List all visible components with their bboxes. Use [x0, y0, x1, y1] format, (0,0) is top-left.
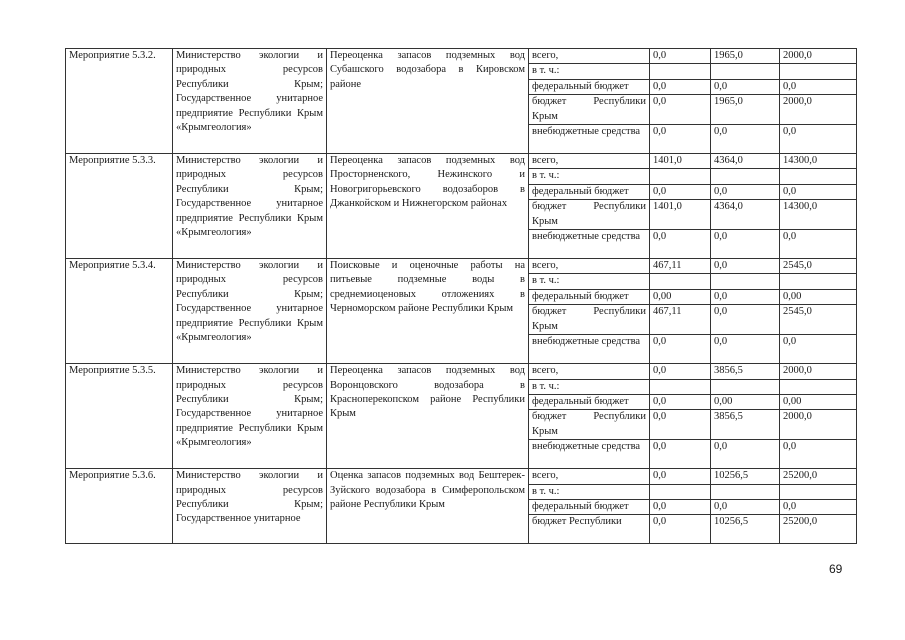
- measure-id-cell: Мероприятие 5.3.3.: [66, 154, 173, 259]
- amount-year-1: 0,0: [650, 230, 711, 259]
- measure-id-cell: Мероприятие 5.3.6.: [66, 469, 173, 544]
- amount-year-2: 0,0: [711, 230, 780, 259]
- funding-source-label: внебюджетные средства: [529, 440, 650, 469]
- page-number: 69: [829, 562, 843, 576]
- funding-source-label: внебюджетные средства: [529, 125, 650, 154]
- executor-cell: Министерство экологии и природных ресурсов Республики Крым; Государственное унитарное: [173, 469, 327, 544]
- amount-year-3: [780, 379, 857, 394]
- amount-year-1: 0,0: [650, 364, 711, 379]
- amount-year-1: 0,0: [650, 469, 711, 484]
- measure-id-cell: Мероприятие 5.3.4.: [66, 259, 173, 364]
- amount-year-2: 0,0: [711, 440, 780, 469]
- amount-year-2: 10256,5: [711, 515, 780, 544]
- funding-source-label: в т. ч.:: [529, 274, 650, 289]
- amount-year-1: 1401,0: [650, 200, 711, 230]
- amount-year-3: [780, 484, 857, 499]
- funding-source-label: в т. ч.:: [529, 64, 650, 79]
- description-cell: Переоценка запасов подземных вод Субашского водозабора в Кировском районе: [327, 49, 529, 154]
- amount-year-3: 0,0: [780, 499, 857, 514]
- amount-year-1: 0,00: [650, 289, 711, 304]
- funding-source-label: бюджет Республики Крым: [529, 410, 650, 440]
- funding-source-label: в т. ч.:: [529, 169, 650, 184]
- funding-source-label: всего,: [529, 364, 650, 379]
- amount-year-3: [780, 64, 857, 79]
- amount-year-2: 1965,0: [711, 95, 780, 125]
- funding-source-label: всего,: [529, 469, 650, 484]
- executor-cell: Министерство экологии и природных ресурсов Республики Крым; Государственное унитарное предприятие Республики Крым «Крымгеология»: [173, 49, 327, 154]
- amount-year-3: 2000,0: [780, 410, 857, 440]
- amount-year-1: 0,0: [650, 184, 711, 199]
- amount-year-2: 10256,5: [711, 469, 780, 484]
- amount-year-2: [711, 64, 780, 79]
- amount-year-1: [650, 484, 711, 499]
- amount-year-1: [650, 64, 711, 79]
- amount-year-1: 0,0: [650, 515, 711, 544]
- amount-year-2: 3856,5: [711, 364, 780, 379]
- program-table-body: [66, 49, 857, 544]
- amount-year-2: [711, 379, 780, 394]
- amount-year-2: [711, 169, 780, 184]
- amount-year-2: 0,0: [711, 79, 780, 94]
- executor-cell: Министерство экологии и природных ресурсов Республики Крым; Государственное унитарное предприятие Республики Крым «Крымгеология»: [173, 364, 327, 469]
- amount-year-3: 0,0: [780, 440, 857, 469]
- table-row: [66, 364, 857, 379]
- amount-year-1: 0,0: [650, 499, 711, 514]
- amount-year-2: [711, 484, 780, 499]
- amount-year-1: [650, 379, 711, 394]
- funding-source-label: в т. ч.:: [529, 484, 650, 499]
- amount-year-2: 0,0: [711, 335, 780, 364]
- amount-year-3: 2545,0: [780, 259, 857, 274]
- amount-year-1: 467,11: [650, 305, 711, 335]
- funding-source-label: бюджет Республики Крым: [529, 95, 650, 125]
- amount-year-1: [650, 274, 711, 289]
- amount-year-3: 25200,0: [780, 469, 857, 484]
- amount-year-1: 1401,0: [650, 154, 711, 169]
- amount-year-3: 14300,0: [780, 154, 857, 169]
- table-row: [66, 154, 857, 169]
- funding-source-label: внебюджетные средства: [529, 230, 650, 259]
- table-row: [66, 49, 857, 64]
- amount-year-3: 0,00: [780, 394, 857, 409]
- amount-year-1: 0,0: [650, 49, 711, 64]
- amount-year-3: [780, 274, 857, 289]
- amount-year-1: 0,0: [650, 394, 711, 409]
- funding-source-label: всего,: [529, 259, 650, 274]
- measure-id-cell: Мероприятие 5.3.2.: [66, 49, 173, 154]
- funding-source-label: бюджет Республики Крым: [529, 305, 650, 335]
- amount-year-2: [711, 274, 780, 289]
- amount-year-1: 0,0: [650, 79, 711, 94]
- amount-year-1: 0,0: [650, 410, 711, 440]
- amount-year-1: [650, 169, 711, 184]
- description-cell: Оценка запасов подземных вод Бештерек-Зуйского водозабора в Симферопольском районе Республики Крым: [327, 469, 529, 544]
- amount-year-1: 0,0: [650, 440, 711, 469]
- amount-year-3: 0,0: [780, 79, 857, 94]
- funding-source-label: федеральный бюджет: [529, 394, 650, 409]
- amount-year-3: 0,0: [780, 184, 857, 199]
- program-table: [65, 48, 857, 544]
- funding-source-label: внебюджетные средства: [529, 335, 650, 364]
- amount-year-3: 0,0: [780, 230, 857, 259]
- funding-source-label: федеральный бюджет: [529, 499, 650, 514]
- amount-year-2: 0,0: [711, 499, 780, 514]
- amount-year-2: 0,0: [711, 184, 780, 199]
- amount-year-3: 2000,0: [780, 95, 857, 125]
- description-cell: Переоценка запасов подземных вод Воронцовского водозабора в Красноперекопском районе Республики Крым: [327, 364, 529, 469]
- amount-year-2: 0,0: [711, 125, 780, 154]
- amount-year-1: 0,0: [650, 95, 711, 125]
- amount-year-2: 3856,5: [711, 410, 780, 440]
- funding-source-label: всего,: [529, 49, 650, 64]
- amount-year-2: 0,00: [711, 394, 780, 409]
- funding-source-label: в т. ч.:: [529, 379, 650, 394]
- funding-source-label: всего,: [529, 154, 650, 169]
- description-cell: Переоценка запасов подземных вод Просторненского, Нежинского и Новогригорьевского водозаборов в Джанкойском и Нижнегорском районах: [327, 154, 529, 259]
- amount-year-3: 0,0: [780, 335, 857, 364]
- funding-source-label: бюджет Республики: [529, 515, 650, 544]
- table-row: [66, 469, 857, 484]
- funding-source-label: федеральный бюджет: [529, 184, 650, 199]
- amount-year-2: 0,0: [711, 305, 780, 335]
- amount-year-1: 467,11: [650, 259, 711, 274]
- amount-year-3: 2545,0: [780, 305, 857, 335]
- amount-year-3: 14300,0: [780, 200, 857, 230]
- amount-year-2: 4364,0: [711, 154, 780, 169]
- funding-source-label: федеральный бюджет: [529, 79, 650, 94]
- amount-year-3: [780, 169, 857, 184]
- amount-year-3: 2000,0: [780, 49, 857, 64]
- amount-year-3: 2000,0: [780, 364, 857, 379]
- amount-year-2: 0,0: [711, 289, 780, 304]
- executor-cell: Министерство экологии и природных ресурсов Республики Крым; Государственное унитарное предприятие Республики Крым «Крымгеология»: [173, 154, 327, 259]
- amount-year-2: 1965,0: [711, 49, 780, 64]
- amount-year-3: 25200,0: [780, 515, 857, 544]
- amount-year-3: 0,0: [780, 125, 857, 154]
- measure-id-cell: Мероприятие 5.3.5.: [66, 364, 173, 469]
- description-cell: Поисковые и оценочные работы на питьевые подземные воды в среднемиоценовых отложениях в Черноморском районе Республики Крым: [327, 259, 529, 364]
- amount-year-1: 0,0: [650, 125, 711, 154]
- table-row: [66, 259, 857, 274]
- funding-source-label: федеральный бюджет: [529, 289, 650, 304]
- executor-cell: Министерство экологии и природных ресурсов Республики Крым; Государственное унитарное предприятие Республики Крым «Крымгеология»: [173, 259, 327, 364]
- amount-year-3: 0,00: [780, 289, 857, 304]
- amount-year-2: 4364,0: [711, 200, 780, 230]
- funding-source-label: бюджет Республики Крым: [529, 200, 650, 230]
- amount-year-2: 0,0: [711, 259, 780, 274]
- amount-year-1: 0,0: [650, 335, 711, 364]
